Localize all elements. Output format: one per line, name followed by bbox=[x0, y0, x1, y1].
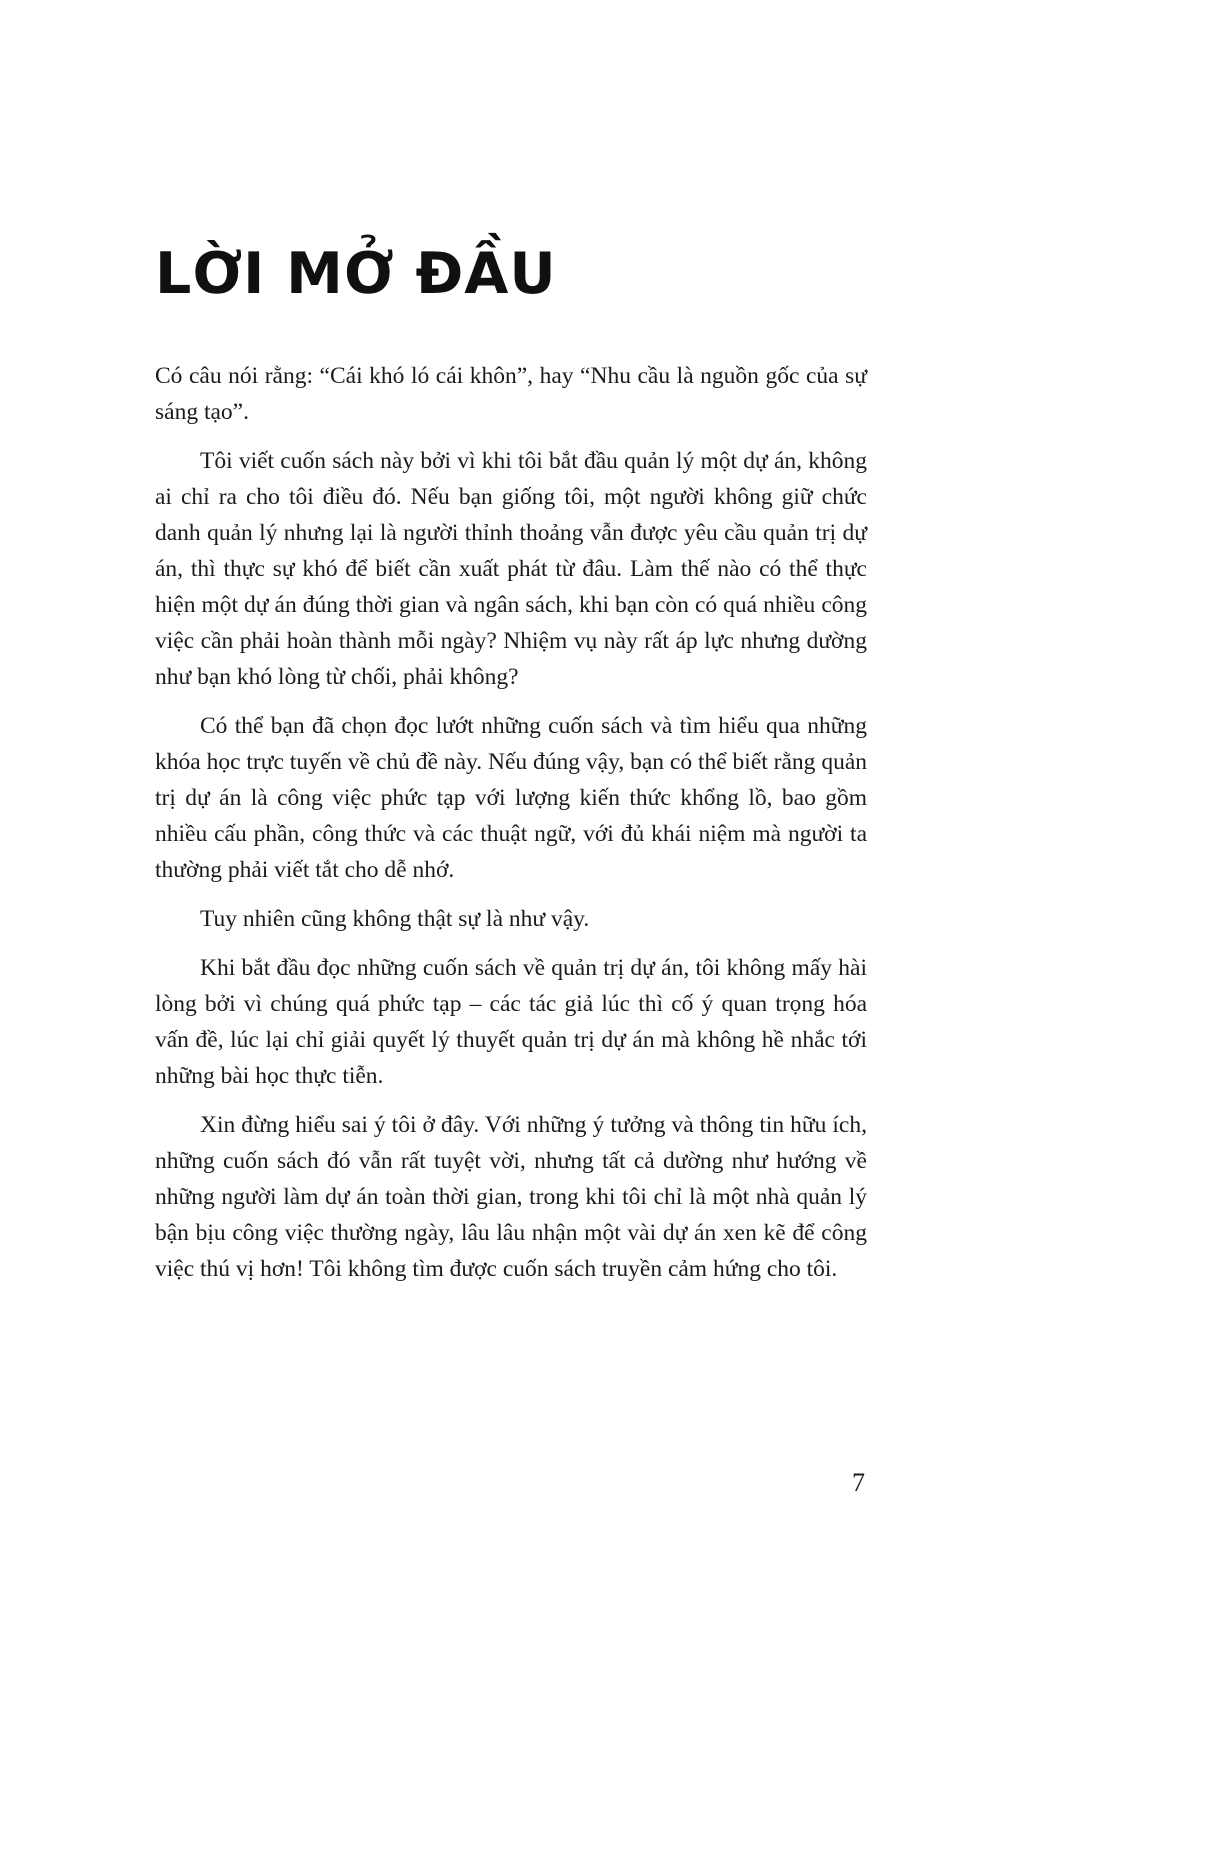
paragraph: Tôi viết cuốn sách này bởi vì khi tôi bắt đầu quản lý một dự án, không ai chỉ ra cho tôi điều đó. Nếu bạn giống tôi, một người không giữ chức danh quản lý nhưng lại là người thỉnh thoảng vẫn được yêu cầu quản trị dự án, thì thực sự khó để biết cần xuất phát từ đâu. Làm thế nào có thể thực hiện một dự án đúng thời gian và ngân sách, khi bạn còn có quá nhiều công việc cần phải hoàn thành mỗi ngày? Nhiệm vụ này rất áp lực nhưng dường như bạn khó lòng từ chối, phải không? bbox=[155, 447, 867, 690]
paragraph: Tuy nhiên cũng không thật sự là như vậy. bbox=[200, 905, 590, 932]
body-text bbox=[155, 358, 867, 1287]
paragraph: Có câu nói rằng: “Cái khó ló cái khôn”, hay “Nhu cầu là nguồn gốc của sự sáng tạo”. bbox=[155, 362, 867, 425]
page-number: 7 bbox=[852, 1468, 865, 1497]
paragraph: Xin đừng hiểu sai ý tôi ở đây. Với những ý tưởng và thông tin hữu ích, những cuốn sách đó vẫn rất tuyệt vời, nhưng tất cả dường như hướng về những người làm dự án toàn thời gian, trong khi tôi chỉ là một nhà quản lý bận bịu công việc thường ngày, lâu lâu nhận một vài dự án xen kẽ để công việc thú vị hơn! Tôi không tìm được cuốn sách truyền cảm hứng cho tôi. bbox=[155, 1111, 867, 1282]
page-title: LỜI MỞ ĐẦU bbox=[155, 241, 557, 307]
paragraph: Có thể bạn đã chọn đọc lướt những cuốn sách và tìm hiểu qua những khóa học trực tuyến về chủ đề này. Nếu đúng vậy, bạn có thể biết rằng quản trị dự án là công việc phức tạp với lượng kiến thức khổng lồ, bao gồm nhiều cấu phần, công thức và các thuật ngữ, với đủ khái niệm mà người ta thường phải viết tắt cho dễ nhớ. bbox=[155, 712, 867, 883]
page-content bbox=[155, 0, 867, 1300]
paragraph: Khi bắt đầu đọc những cuốn sách về quản trị dự án, tôi không mấy hài lòng bởi vì chúng quá phức tạp – các tác giả lúc thì cố ý quan trọng hóa vấn đề, lúc lại chỉ giải quyết lý thuyết quản trị dự án mà không hề nhắc tới những bài học thực tiễn. bbox=[155, 954, 867, 1089]
